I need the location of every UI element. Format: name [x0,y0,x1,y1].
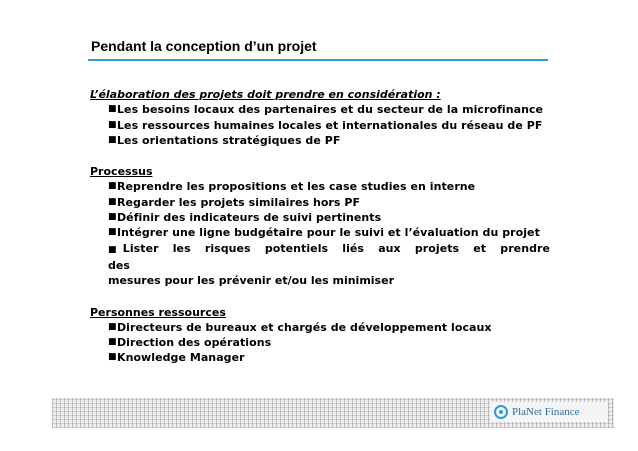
list-item: ■ Intégrer une ligne budgétaire pour le suivi et l’évaluation du projet [108,226,540,240]
title-divider [88,59,548,61]
bullet-square-icon: ■ [108,321,117,332]
list-item: ■ Direction des opérations [108,336,272,350]
list-item: ■ Les besoins locaux des partenaires et du secteur de la microfinance [108,103,544,117]
bullet-list [90,179,550,288]
list-item-line: Lister les risques potentiels liés aux projets et prendre des [108,241,550,272]
bullet-list [90,320,550,366]
list-item: ■ Knowledge Manager [108,351,245,365]
bullet-square-icon: ■ [108,196,117,207]
planet-finance-logo-icon [494,405,508,419]
list-item: ■ Définir des indicateurs de suivi pertinents [108,211,382,225]
bullet-square-icon: ■ [108,104,117,115]
bullet-square-icon: ■ [108,352,117,363]
section-considerations [90,87,550,148]
section-heading: Personnes ressources [90,305,226,319]
list-item-line: mesures pour les prévenir et/ou les minimiser [108,274,394,288]
list-item [90,241,550,289]
section-heading: L’élaboration des projets doit prendre en considération : [90,88,441,101]
list-item: ■ Regarder les projets similaires hors PF [108,195,361,209]
slide-title: Pendant la conception d’un projet [91,38,317,54]
list-item: ■ Les ressources humaines locales et internationales du réseau de PF [108,118,543,132]
bullet-square-icon: ■ [108,119,117,130]
bullet-square-icon: ■ [108,181,117,192]
list-item: ■ Reprendre les propositions et les case studies en interne [108,180,476,194]
section-personnes [90,305,550,366]
list-item: ■ Les orientations stratégiques de PF [108,133,341,147]
footer-logo [490,402,608,422]
slide-body [90,87,550,382]
list-item: ■ Directeurs de bureaux et chargés de développement locaux [108,320,492,334]
logo-text: PlaNet Finance [512,406,580,418]
bullet-square-icon: ■ [108,244,119,255]
bullet-list [90,102,550,148]
section-heading: Processus [90,165,153,179]
bullet-square-icon: ■ [108,212,117,223]
bullet-square-icon: ■ [108,337,117,348]
section-processus [90,164,550,288]
bullet-square-icon: ■ [108,134,117,145]
bullet-square-icon: ■ [108,227,117,238]
